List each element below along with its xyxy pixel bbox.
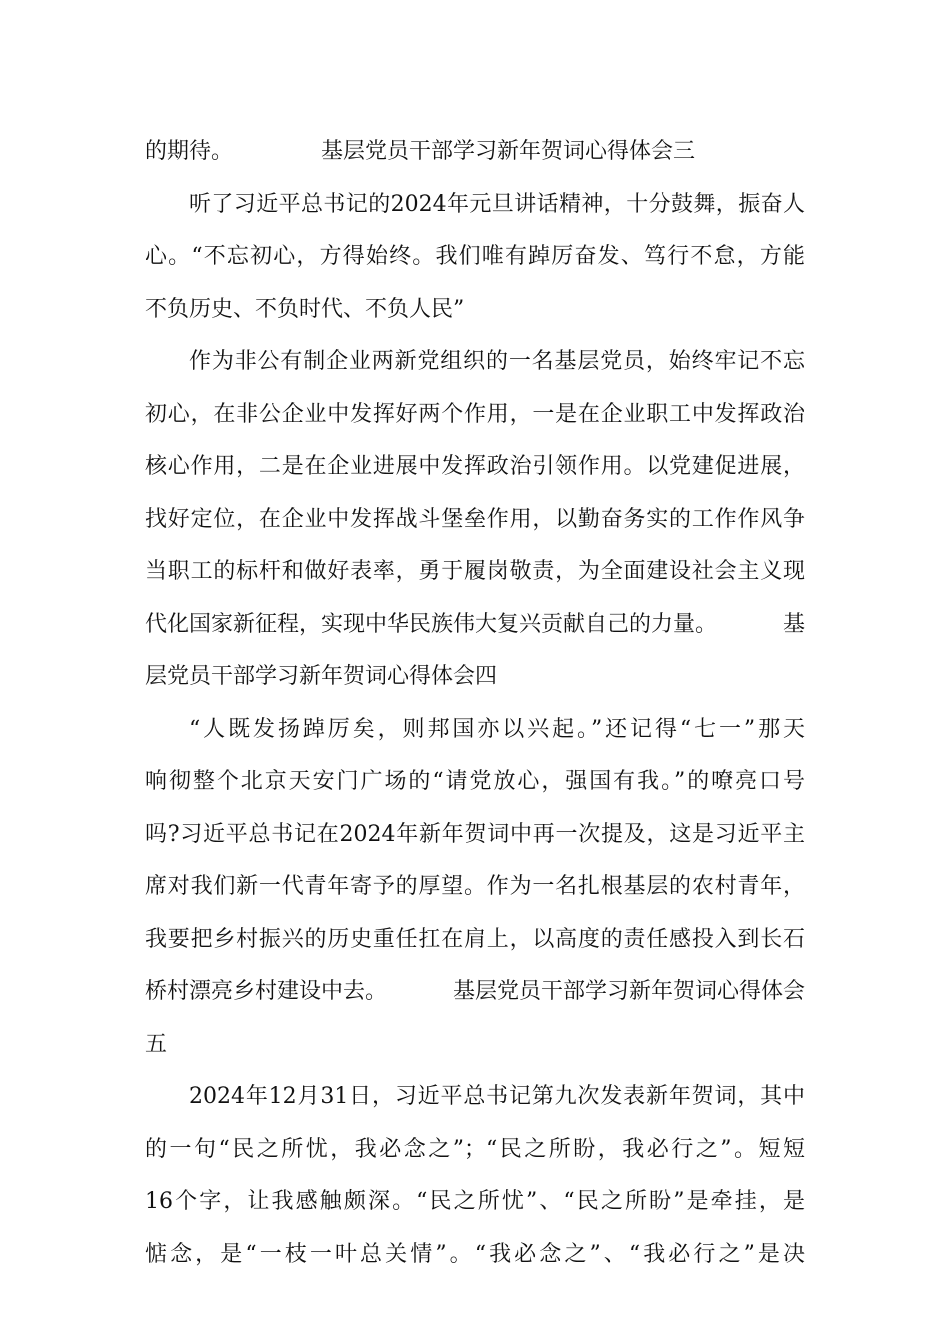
section-heading-5-start: 基层党员干部学习新年贺词心得体会 <box>452 979 805 1004</box>
text-line: 的期待。 基层党员干部学习新年贺词心得体会三 <box>145 139 696 164</box>
text-line: 的一句“民之所忧，我必念之”；“民之所盼，我必行之”。短短 <box>145 1136 805 1162</box>
section-heading-4-end: 层党员干部学习新年贺词心得体会四 <box>145 664 498 689</box>
text-line: 惦念，是“一枝一叶总关情”。“我必念之”、“我必行之”是决 <box>145 1241 805 1267</box>
text-line: 2024年12月31日，习近平总书记第九次发表新年贺词，其中 <box>189 1084 805 1109</box>
section-heading-3: 基层党员干部学习新年贺词心得体会三 <box>321 139 696 164</box>
text-line: 吗?习近平总书记在2024年新年贺词中再一次提及，这是习近平主 <box>145 821 805 847</box>
text-line: 听了习近平总书记的2024年元旦讲话精神，十分鼓舞，振奋人 <box>189 191 805 217</box>
text-line: 心。“不忘初心，方得始终。我们唯有踔厉奋发、笃行不怠，方能 <box>145 244 805 269</box>
text-line: 核心作用，二是在企业进展中发挥政治引领作用。以党建促进展， <box>145 454 805 479</box>
text-line: 代化国家新征程，实现中华民族伟大复兴贡献自己的力量。 基 <box>145 599 805 652</box>
text-line: 16个字，让我感触颇深。“民之所忧”、“民之所盼”是牵挂，是 <box>145 1189 805 1214</box>
document-body <box>145 126 805 1281</box>
text-line: 作为非公有制企业两新党组织的一名基层党员，始终牢记不忘 <box>189 349 805 374</box>
text-line: 席对我们新一代青年寄予的厚望。作为一名扎根基层的农村青年， <box>145 874 805 899</box>
text-line: 我要把乡村振兴的历史重任扛在肩上，以高度的责任感投入到长石 <box>145 926 805 952</box>
text-line: “人既发扬踔厉矣，则邦国亦以兴起。”还记得“七一”那天 <box>189 716 805 742</box>
text-line: 不负历史、不负时代、不负人民” <box>145 296 465 322</box>
text-line: 当职工的标杆和做好表率，勇于履岗敬责，为全面建设社会主义现 <box>145 559 805 584</box>
text-line: 响彻整个北京天安门广场的“请党放心，强国有我。”的嘹亮口号 <box>145 769 805 794</box>
text-line: 桥村漂亮乡村建设中去。 基层党员干部学习新年贺词心得体会 <box>145 966 805 1019</box>
text-line: 找好定位，在企业中发挥战斗堡垒作用，以勤奋务实的工作作风争 <box>145 506 805 532</box>
section-heading-4-start: 基 <box>782 611 805 637</box>
section-heading-5-end: 五 <box>145 1031 168 1057</box>
text-line: 初心，在非公企业中发挥好两个作用，一是在企业职工中发挥政治 <box>145 401 805 427</box>
